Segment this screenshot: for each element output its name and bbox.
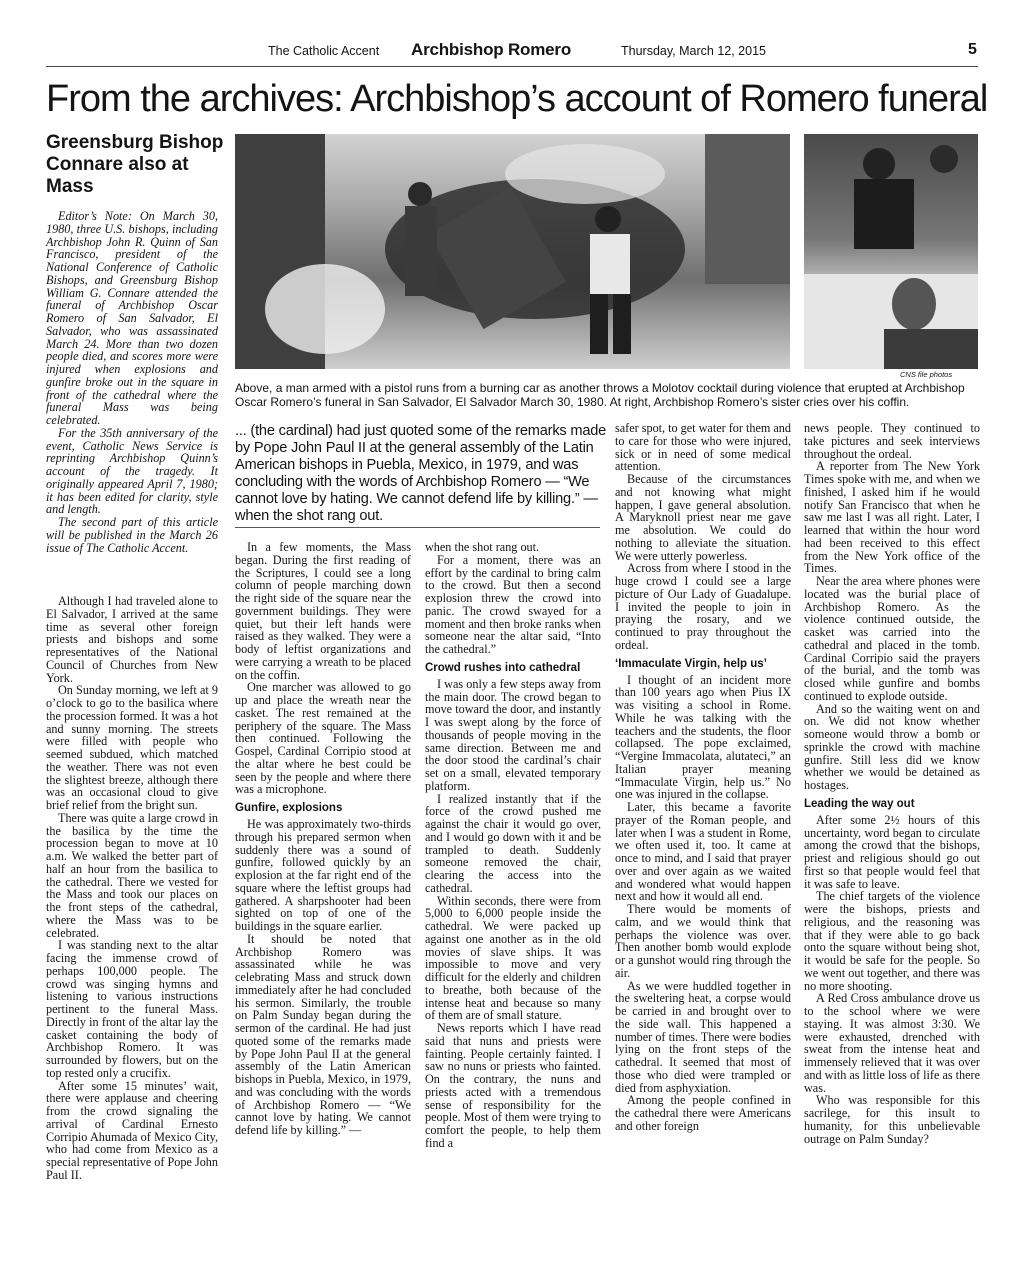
photo-credit: CNS file photos	[900, 370, 953, 379]
paragraph: There would be moments of calm, and we would think that perhaps the violence was over. Then another bomb would explode or a gunshot would ring through the air.	[615, 902, 791, 980]
paragraph: As we were huddled together in the sweltering heat, a corpse would be carried in and brought over to the side wall. This happened a number of times. There were bodies lying on the front steps of the cathedral. It seemed that most of those who died were trampled or died from asphyxiation.	[615, 978, 791, 1095]
paragraph: And so the waiting went on and on. We did not know whether someone would throw a bomb or sprinkle the crowd with machine gunfire. Still less did we know whether we would be detained as hostages.	[804, 701, 980, 792]
paragraph: I was only a few steps away from the main door. The crowd began to move toward the door, and instantly I was swept along by the force of thousands of people moving in the same direction. Between me and the door stood the cardinal’s chair set on a small, elevated temporary platform.	[425, 676, 601, 793]
pull-quote: ... (the cardinal) had just quoted some of the remarks made by Pope John Paul II at the general assembly of the Latin American bishops in Puebla, Mexico, in 1979, and was concluding with the words of Archbishop Romero — “We cannot love by hating. We cannot defend life by killing.” — when the shot rang out.	[235, 423, 607, 524]
paragraph: One marcher was allowed to go up and place the wreath near the casket. The rest remained at the periphery of the square. The Mass then continued. Following the Gospel, Cardinal Corripio stood at the altar where he best could be seen by the people and where there was a microphone.	[235, 680, 411, 797]
paragraph: On Sunday morning, we left at 9 o’clock to go to the basilica where the procession formed. It was a hot and sunny morning. The streets were filled with people who seemed subdued, which matched the weather. There was not even the slightest breeze, although there was an occasional cloud to give brief relief from the bright sun.	[46, 683, 218, 812]
article-column-5	[804, 422, 980, 1145]
header-rule	[46, 66, 978, 67]
paragraph: Across from where I stood in the huge crowd I could see a large picture of Our Lady of Guadalupe. I invited the people to join in praying the rosary, and we continued to pray throughout the ordeal.	[615, 561, 791, 652]
paragraph: News reports which I have read said that nuns and priests were fainting. People certainly fainted. I saw no nuns or priests who fainted. On the contrary, the nuns and priests acted with a tremendous sense of responsibility for the people. Most of them were trying to comfort the people, to help them find a	[425, 1021, 601, 1150]
paragraph: Within seconds, there were from 5,000 to 6,000 people inside the cathedral. We were packed up against one another as in the old movies of slave ships. It was impossible to move and very difficult for the elderly and children to breathe, both because of the intense heat and because so many of them are of small stature.	[425, 893, 601, 1023]
photo-caption: Above, a man armed with a pistol runs from a burning car as another throws a Molotov cocktail during violence that erupted at Archbishop Oscar Romero’s funeral in San Salvador, El Salvador March 30, 1980. At right, Archbishop Romero’s sister cries over his coffin.	[235, 381, 965, 409]
paragraph: A Red Cross ambulance drove us to the school where we were staying. It was almost 3:30. We were exhausted, drenched with sweat from the intense heat and immensely relieved that it was over and with as little loss of life as there was.	[804, 991, 980, 1095]
sidebar-heading: Greensburg Bishop Connare also at Mass	[46, 132, 224, 197]
paragraph: safer spot, to get water for them and to care for those who were injured, sick or in need of some medical attention.	[615, 421, 791, 474]
paragraph: The second part of this article will be published in the March 26 issue of The Catholic Accent.	[46, 515, 218, 555]
paragraph: He was approximately two-thirds through his prepared sermon when suddenly there was a sound of gunfire, followed quickly by an explosion at the far right end of the square where the leftist groups had gathered. A sharpshooter had been sighted on top of one of the buildings in the square earlier.	[235, 817, 411, 933]
subheading: Leading the way out	[804, 797, 915, 810]
issue-date: Thursday, March 12, 2015	[621, 44, 766, 58]
paragraph: I thought of an incident more than 100 years ago when Pius IX was visiting a school in Rome. While he was talking with the teachers and the students, the floor collapsed. The pope exclaimed, “Vergine Immacolata, alutateci,” an Italian prayer meaning “Immaculate Virgin, help us.” No one was injured in the collapse.	[615, 672, 791, 802]
section-title: Archbishop Romero	[411, 40, 572, 59]
paragraph: Near the area where phones were located was the burial place of Archbishop Romero. As the violence continued outside, the casket was carried into the cathedral and placed in the tomb. Cardinal Corripio said the prayers of the burial, and the tomb was closed while gunfire and bombs continued to explode outside.	[804, 574, 980, 703]
riot-photo	[235, 134, 790, 369]
article-column-2	[235, 541, 411, 1137]
paragraph: Because of the circumstances and not knowing what might happen, I gave general absolution. A Maryknoll priest near me gave me absolution. We could do nothing to alleviate the situation. We were utterly powerless.	[615, 472, 791, 563]
paragraph: It should be noted that Archbishop Romero was assassinated while he was celebrating Mass and struck down immediately after he had concluded his sermon. Similarly, the trouble on Palm Sunday began during the sermon of the cardinal. He had just quoted some of the remarks made by Pope John Paul II at the general assembly of the Latin American bishops in Puebla, Mexico, in 1979, and was concluding with the words of Archbishop Romero — “We cannot love by hating. We cannot defend life by killing.” —	[235, 931, 411, 1137]
pull-quote-rule	[235, 527, 600, 528]
paragraph: news people. They continued to take pictures and seek interviews throughout the ordeal.	[804, 421, 980, 461]
paragraph: The chief targets of the violence were the bishops, priests and religious, and the reasoning was that if they were able to go back onto the square without being shot, it would be safe for the people. So we went out together, and there was no more shooting.	[804, 889, 980, 993]
photo-illustration	[235, 134, 790, 369]
paragraph: when the shot rang out.	[425, 540, 540, 554]
article-column-3	[425, 541, 601, 1150]
paragraph: Among the people confined in the cathedral there were Americans and other foreign	[615, 1093, 791, 1133]
paragraph: There was quite a large crowd in the basilica by the time the procession began to move at 10 a.m. We walked the better part of half an hour from the basilica to the cathedral. There we vested for the Mass and took our places on the front steps of the cathedral, where the Mass was to be celebrated.	[46, 810, 218, 940]
paragraph: Who was responsible for this sacrilege, for this insult to humanity, for this unbelievable outrage on Palm Sunday?	[804, 1093, 980, 1146]
subheading: ‘Immaculate Virgin, help us’	[615, 657, 767, 670]
page-headline: From the archives: Archbishop’s account of Romero funeral	[46, 78, 988, 120]
page-number: 5	[968, 41, 977, 58]
paragraph: Later, this became a favorite prayer of the Roman people, and later when I was a student in Rome, we often used it, too. It came at once to mind, and I said that prayer over and over again as we waited and wondered what would happen next and how it would all end.	[615, 800, 791, 904]
paragraph: A reporter from The New York Times spoke with me, and when we finished, I asked him if he would notify San Francisco that when he saw me last I was all right. Later, I learned that within the hour word had been received to this effect from the New York office of the Times.	[804, 459, 980, 576]
paragraph: I was standing next to the altar facing the immense crowd of perhaps 100,000 people. The crowd was singing hymns and listening to various instructions pertinent to the funeral Mass. Directly in front of the altar lay the casket containing the body of Archbishop Romero. It was surrounded by flowers, but on the top rested only a crucifix.	[46, 938, 218, 1080]
editor-note	[46, 210, 218, 554]
publication-name: The Catholic Accent	[268, 44, 380, 58]
paragraph: I realized instantly that if the force of the crowd pushed me against the chair it would go over, and I would go down with it and be trampled to death. Suddenly someone removed the chair, clearing the access into the cathedral.	[425, 791, 601, 895]
paragraph: Although I had traveled alone to El Salvador, I arrived at the same time as several other foreign priests and bishops and some representatives of the National Council of Churches from New York.	[46, 594, 218, 685]
paragraph: In a few moments, the Mass began. During the first reading of the Scriptures, I could see a long column of people marching down the right side of the square near the government buildings. They were quiet, but their left hands were raised as they walked. They were a body of leftist organizations and were carrying a wreath to be placed on the coffin.	[235, 540, 411, 682]
paragraph: After some 2½ hours of this uncertainty, word began to circulate among the crowd that the bishops, priest and religious should go out first so that people would feel that it was safe to leave.	[804, 812, 980, 891]
article-column-4	[615, 422, 791, 1133]
coffin-photo	[804, 134, 978, 369]
paragraph: For a moment, there was an effort by the cardinal to bring calm to the crowd. But then a second explosion threw the crowd into panic. The crowd swayed for a moment and then broke ranks when someone near the altar said, “Into the cathedral.”	[425, 552, 601, 656]
paragraph: For the 35th anniversary of the event, Catholic News Service is reprinting Archbishop Quinn’s account of the tragedy. It originally appeared April 7, 1980; it has been edited for clarity, style and length.	[46, 425, 218, 517]
photo-illustration	[804, 134, 978, 369]
article-column-1	[46, 595, 218, 1182]
subheading: Crowd rushes into cathedral	[425, 661, 581, 674]
paragraph: Editor’s Note: On March 30, 1980, three U.S. bishops, including Archbishop John R. Quinn of San Francisco, president of the National Conference of Catholic Bishops, and Greensburg Bishop William G. Connare attended the funeral of Archbishop Oscar Romero of San Salvador, El Salvador, who was assassinated March 24. More than two dozen people died, and scores more were injured when explosions and gunfire broke out in the square in front of the cathedral where the funeral Mass was being celebrated.	[46, 209, 218, 427]
paragraph: After some 15 minutes’ wait, there were applause and cheering from the crowd signaling the arrival of Cardinal Ernesto Corripio Ahumada of Mexico City, who had come from Mexico as a special representative of Pope John Paul II.	[46, 1078, 218, 1182]
subheading: Gunfire, explosions	[235, 802, 343, 814]
